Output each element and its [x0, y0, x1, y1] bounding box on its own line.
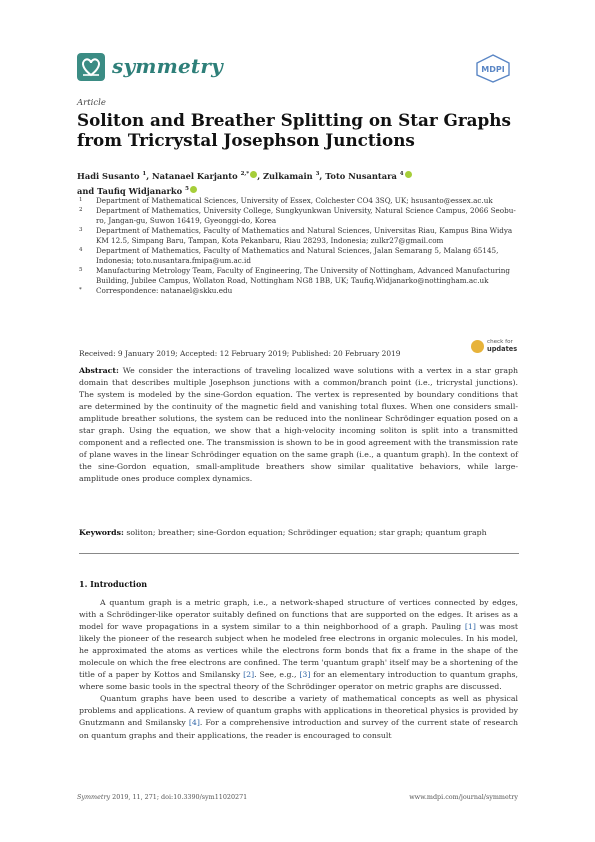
author-name[interactable]: Toto Nusantara [325, 170, 397, 181]
abstract [79, 365, 518, 485]
orcid-icon[interactable] [190, 186, 197, 193]
article-type: Article [77, 98, 106, 108]
abstract-text: We consider the interactions of traveling localized wave solutions with a vertex in a star graph domain that describes multiple Josephson junctions with a common/branch point (i.e., tricrystal junctions). The system is modeled by the sine-Gordon equation. The vertex is represented by boundary conditions that are determined by the continuity of the magnetic field and vanishing total fluxes. When one considers small-amplitude breather solutions, the system can be reduced into the nonlinear Schrödinger equation posed on a star graph. Using the equation, we show that a high-velocity incoming soliton is split into a transmitted component and a reflected one. The transmission is shown to be in good agreement with the transmission rate of plane waves in the linear Schrödinger equation on the same graph (i.e., a quantum graph). In the context of the sine-Gordon equation, small-amplitude breathers show similar qualitative behaviors, while large-amplitude ones produce complex dynamics. [79, 366, 519, 484]
orcid-icon[interactable] [405, 171, 412, 178]
citation-link[interactable]: [3] [299, 670, 311, 680]
affiliation-item: 4 Department of Mathematics, Faculty of Mathematics and Natural Sciences, Jalan Semarang 5, Malang 65145, Indonesia; toto.nusantara.fmipa@um.ac.id [79, 246, 499, 265]
citation-link[interactable]: [2] [243, 670, 255, 680]
author-conjunction: and [77, 185, 95, 196]
author-list: Hadi Susanto $^1$, Natanael Karjanto $^{2,*}$ , Zulkamain $^3$, Toto Nusantara $^4$ and Taufiq Widjanarko $^5$ [77, 168, 517, 198]
paragraph: Quantum graphs have been used to describe a variety of mathematical concepts as well as physical problems and applications. A review of quantum graphs with applications in theoretical physics is provided by Gnutzmann and Smilansky [4]. For a comprehensive introduction and survey of the current state of research on quantum graphs and their applications, the reader is encouraged to consult [79, 694, 519, 740]
svg-text:MDPI: MDPI [481, 65, 505, 74]
citation-link[interactable]: [1] [464, 622, 476, 632]
author-name[interactable]: Taufiq Widjanarko [97, 185, 183, 196]
article-title: Soliton and Breather Splitting on Star Graphs from Tricrystal Josephson Junctions [77, 110, 511, 150]
affiliation-item: 1 Department of Mathematical Sciences, University of Essex, Colchester CO4 3SQ, UK; hsusanto@essex.ac.uk [79, 196, 493, 205]
correspondence: * Correspondence: natanael@skku.edu [79, 286, 233, 295]
divider [79, 553, 519, 554]
abstract-label: Abstract: [79, 366, 119, 375]
footer-url[interactable]: www.mdpi.com/journal/symmetry [409, 793, 518, 801]
check-updates-icon [471, 340, 484, 353]
citation-link[interactable]: [4] [188, 718, 200, 728]
check-for-updates-button[interactable]: check for updates [471, 339, 521, 359]
footer-citation: Symmetry 2019, 11, 271; doi:10.3390/sym11020271 [77, 793, 248, 801]
keywords-label: Keywords: [79, 528, 124, 537]
keywords [79, 528, 518, 537]
affiliation-item: 3 Department of Mathematics, Faculty of Mathematics and Natural Sciences, Universitas Riau, Kampus Bina Widya KM 12.5, Simpang Baru, Tampan, Kota Pekanbaru, Riau 28293, Indonesia; zulkr27@gmail.com [79, 226, 513, 245]
section-heading: 1. Introduction [79, 579, 148, 589]
affiliation-list [79, 196, 519, 296]
author-name[interactable]: Natanael Karjanto [152, 170, 238, 181]
section-body [79, 597, 518, 742]
mdpi-logo-icon [473, 53, 513, 83]
affiliation-item: 2 Department of Mathematics, University College, Sungkyunkwan University, Natural Science Campus, 2066 Seobu-ro, Jangan-gu, Suwon 16419, Gyeonggi-do, Korea [79, 206, 516, 225]
author-name[interactable]: Zulkamain [262, 170, 313, 181]
journal-logo-icon [77, 53, 105, 81]
publication-dates: Received: 9 January 2019; Accepted: 12 February 2019; Published: 20 February 2019 [79, 349, 401, 358]
paragraph: A quantum graph is a metric graph, i.e., a network-shaped structure of vertices connected by edges, with a Schrödinger-like operator suitably defined on functions that are supported on the edges. It arises as a model for wave propagations in a system similar to a thin neighborhood of a graph. Pauling [1] was most likely the pioneer of the research subject when he modeled free electrons in organic molecules. In his model, he approximated the atoms as vertices while the electrons form bonds that fix a frame in the shape of the molecule on which the free electrons are confined. The term 'quantum graph' itself may be a shortening of the title of a paper by Kottos and Smilansky [2]. See, e.g., [3] for an elementary introduction to quantum graphs, where some basic tools in the spectral theory of the Schrödinger operator on metric graphs are discussed. [79, 598, 518, 692]
journal-name: symmetry [112, 54, 223, 78]
author-name[interactable]: Hadi Susanto [77, 170, 140, 181]
keywords-text: soliton; breather; sine-Gordon equation; Schrödinger equation; star graph; quantum graph [126, 528, 487, 537]
orcid-icon[interactable] [250, 171, 257, 178]
affiliation-item: 5 Manufacturing Metrology Team, Faculty of Engineering, The University of Nottingham, Advanced Manufacturing Building, Jubilee Campus, Wollaton Road, Nottingham NG8 1BB, UK; Taufiq.Widjanarko@nottingham.ac.uk [79, 266, 511, 285]
